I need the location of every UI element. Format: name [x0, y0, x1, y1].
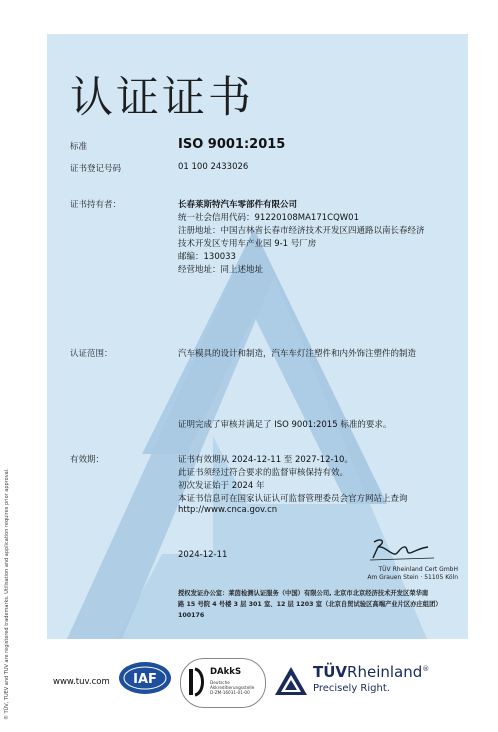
issue-date: 2024-12-11 [178, 550, 228, 560]
trademark-side-note: ® TÜV, TUEV and TUV are registered trademarks. Utilisation and application requires prior approval. [4, 468, 10, 720]
holder-label: 证书持有者： [70, 200, 122, 210]
regno-value: 01 100 2433026 [178, 162, 249, 172]
certificate-title: 认证证书 [70, 73, 254, 123]
regno-label: 证书登记号码 [70, 164, 122, 174]
tuv-slogan: Precisely Right. [313, 683, 390, 694]
signature [368, 536, 438, 562]
holder-address-line1: 注册地址：中国吉林省长春市经济技术开发区四通路以南长春经济 [178, 226, 425, 236]
tuv-brand-a: TÜV [313, 663, 348, 681]
scope-label: 认证范围： [70, 349, 113, 359]
tuv-website[interactable]: www.tuv.com [53, 677, 110, 687]
tuv-registered-mark: ® [422, 665, 430, 673]
tuv-brand [313, 663, 429, 681]
certification-statement: 证明完成了审核并满足了 ISO 9001:2015 标准的要求。 [178, 420, 392, 430]
scope-value: 汽车模具的设计和制造，汽车车灯注塑件和内外饰注塑件的制造 [178, 349, 417, 359]
issuer-block [367, 566, 458, 582]
validity-query-note: 本证书信息可在国家认证认可监督管理委员会官方网站上查询 [178, 494, 408, 504]
dakks-sub-line2: Akkreditierungsstelle [210, 685, 255, 690]
standard-value: ISO 9001:2015 [178, 137, 286, 152]
iaf-logo-text: IAF [133, 672, 157, 687]
standard-label: 标准 [70, 142, 88, 152]
tuv-triangle-logo [274, 666, 308, 696]
validity-label: 有效期： [70, 455, 105, 465]
holder-postcode: 邮编：130033 [178, 252, 236, 262]
authorized-office [178, 588, 468, 621]
dakks-mark-icon [188, 667, 206, 697]
holder-address-line2: 技术开发区专用车产业园 9-1 号厂房 [178, 239, 317, 249]
validity-surveillance: 此证书须经过符合要求的监督审核保持有效。 [178, 468, 349, 478]
dakks-sub-line3: D-ZM-16031-01-00 [210, 690, 250, 695]
authorized-office-line2: 路 15 号院 4 号楼 3 层 301 室、12 层 1203 室（北京自贸试验区高端产业片区亦庄组团） [178, 601, 442, 608]
authorized-office-line1: 授权发证办公室：莱茵检测认证服务（中国）有限公司, 北京市北京经济技术开发区荣华南 [178, 590, 429, 597]
dakks-badge [180, 658, 266, 708]
holder-name: 长春莱斯特汽车零部件有限公司 [178, 200, 298, 210]
dakks-name: DAkkS [210, 667, 242, 677]
cnca-website[interactable]: http://www.cnca.gov.cn [178, 505, 278, 515]
validity-period: 证书有效期从 2024-12-11 至 2027-12-10。 [178, 455, 353, 465]
dakks-sub-line1: Deutsche [210, 680, 230, 685]
tuv-brand-b: Rheinland [347, 663, 423, 681]
holder-operating-address: 经营地址：同上述地址 [178, 265, 264, 275]
iaf-logo [118, 660, 172, 696]
dakks-subtext [210, 680, 254, 695]
issuer-company: TÜV Rheinland Cert GmbH [378, 566, 458, 573]
validity-initial-issue: 初次发证始于 2024 年 [178, 481, 265, 491]
authorized-office-line3: 100176 [178, 612, 205, 619]
holder-credit-code: 统一社会信用代码：91220108MA171CQW01 [178, 213, 359, 223]
issuer-address: Am Grauen Stein · 51105 Köln [367, 574, 458, 581]
